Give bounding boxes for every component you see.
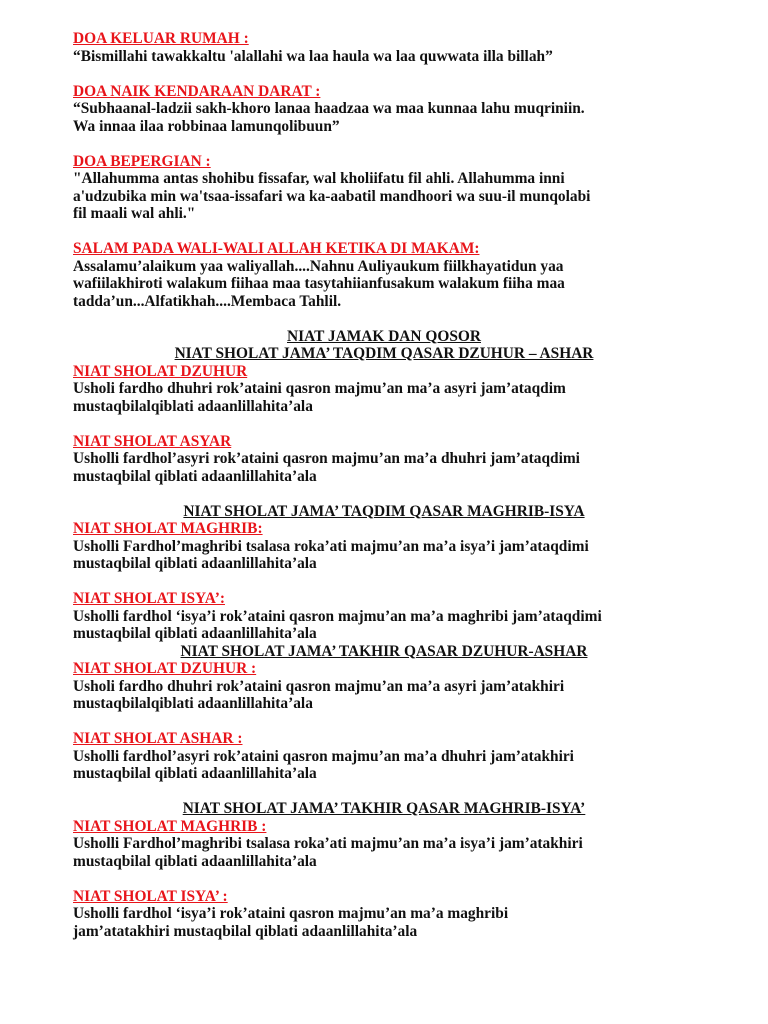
- section-4-item-2-text: Usholli fardhol ‘isya’i rok’ataini qasron majmu’an ma’a maghribi jam’atatakhiri mustaqbilal qiblati adaanlillahita’ala: [73, 905, 509, 940]
- doa-keluar-rumah-heading: DOA KELUAR RUMAH :: [73, 30, 249, 47]
- section-1-item-1-text: Usholi fardho dhuhri rok’ataini qasron majmu’an ma’a asyri jam’ataqdim mustaqbilalqiblati adaanlillahita’ala: [73, 380, 566, 415]
- spacer: [73, 573, 713, 591]
- document-page: [73, 30, 713, 940]
- doa-bepergian-heading: DOA BEPERGIAN :: [73, 152, 211, 170]
- section-1-title: NIAT SHOLAT JAMA’ TAQDIM QASAR DZUHUR – ASHAR: [174, 345, 594, 362]
- niat-jamak-title: NIAT JAMAK DAN QOSOR: [287, 327, 481, 345]
- section-2-item-1-heading: NIAT SHOLAT MAGHRIB:: [73, 520, 263, 537]
- section-4-title: NIAT SHOLAT JAMA’ TAKHIR QASAR MAGHRIB-ISYA’: [182, 800, 586, 817]
- section-3-item-2-text: Usholli fardhol’asyri rok’ataini qasron majmu’an ma’a dhuhri jam’atakhiri mustaqbilal qiblati adaanlillahita’ala: [73, 747, 574, 782]
- section-4-item-1-heading: NIAT SHOLAT MAGHRIB :: [73, 817, 267, 835]
- section-3-title: NIAT SHOLAT JAMA’ TAKHIR QASAR DZUHUR-ASHAR: [180, 642, 588, 660]
- section-2-item-2-text: Usholli fardhol ‘isya’i rok’ataini qasron majmu’an ma’a maghribi jam’ataqdimi mustaqbilal qiblati adaanlillahita’ala: [73, 607, 602, 642]
- section-4-item-2-heading: NIAT SHOLAT ISYA’ :: [73, 887, 228, 905]
- section-2-title: NIAT SHOLAT JAMA’ TAQDIM QASAR MAGHRIB-ISYA: [183, 502, 585, 520]
- section-4-item-1-text: Usholli Fardhol’maghribi tsalasa roka’ati majmu’an ma’a isya’i jam’atakhiri mustaqbilal qiblati adaanlillahita’ala: [73, 835, 583, 870]
- spacer: [73, 65, 713, 83]
- spacer: [73, 310, 713, 328]
- spacer: [73, 485, 713, 503]
- salam-wali-heading: SALAM PADA WALI-WALI ALLAH KETIKA DI MAKAM:: [73, 240, 480, 257]
- spacer: [73, 713, 713, 731]
- spacer: [73, 223, 713, 241]
- doa-naik-kendaraan-text: “Subhaanal-ladzii sakh-khoro lanaa haadzaa wa maa kunnaa lahu muqriniin. Wa innaa ilaa robbinaa lamunqolibuun”: [73, 100, 585, 135]
- spacer: [73, 870, 713, 888]
- spacer: [73, 415, 713, 433]
- spacer: [73, 783, 713, 801]
- section-2-item-1-text: Usholli Fardhol’maghribi tsalasa roka’ati majmu’an ma’a isya’i jam’ataqdimi mustaqbilal qiblati adaanlillahita’ala: [73, 537, 589, 572]
- section-1-item-1-heading: NIAT SHOLAT DZUHUR: [73, 362, 248, 380]
- section-1-item-2-heading: NIAT SHOLAT ASYAR: [73, 432, 232, 450]
- doa-naik-kendaraan-heading: DOA NAIK KENDARAAN DARAT :: [73, 82, 321, 100]
- spacer: [73, 135, 713, 153]
- doa-bepergian-text: "Allahumma antas shohibu fissafar, wal kholiifatu fil ahli. Allahumma inni a'udzubika min wa'tsaa-issafari wa ka-aabatil mandhoori wa suu-il munqolabi fil maali wal ahli.": [73, 170, 591, 222]
- section-2-item-2-heading: NIAT SHOLAT ISYA’:: [73, 590, 225, 607]
- section-3-item-1-text: Usholi fardho dhuhri rok’ataini qasron majmu’an ma’a asyri jam’atakhiri mustaqbilalqiblati adaanlillahita’ala: [73, 677, 565, 712]
- salam-wali-text: Assalamu’alaikum yaa waliyallah....Nahnu Auliyaukum fiilkhayatidun yaa wafiilakhiroti walakum fiihaa maa tasytahiianfusakum walakum fiiha maa tadda’un...Alfatikhah....Membaca Tahlil.: [73, 257, 565, 310]
- section-1-item-2-text: Usholli fardhol’asyri rok’ataini qasron majmu’an ma’a dhuhri jam’ataqdimi mustaqbilal qiblati adaanlillahita’ala: [73, 450, 580, 485]
- section-3-item-1-heading: NIAT SHOLAT DZUHUR :: [73, 660, 257, 677]
- section-3-item-2-heading: NIAT SHOLAT ASHAR :: [73, 730, 243, 747]
- doa-keluar-rumah-text: “Bismillahi tawakkaltu 'alallahi wa laa haula wa laa quwwata illa billah”: [73, 47, 553, 65]
